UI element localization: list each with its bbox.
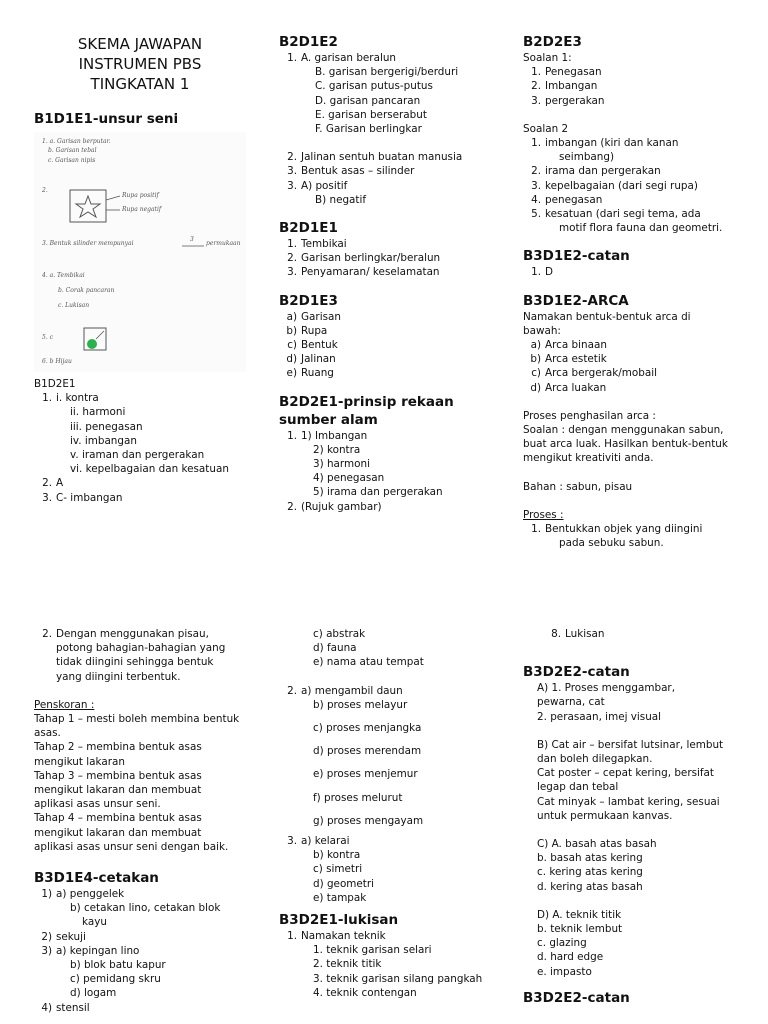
answer-line: 2. perasaan, imej visual: [537, 710, 662, 723]
scoring-heading: Penskoran :: [34, 698, 95, 711]
list-number: 3): [41, 944, 52, 957]
list-item: kepelbagaian (dari segi rupa): [545, 179, 698, 192]
section-heading: B3D1E4-cetakan: [34, 870, 159, 886]
hw-text: 2.: [42, 187, 48, 194]
process-heading: Proses :: [523, 508, 564, 521]
list-item: a) kelarai: [301, 835, 350, 848]
list-item: 2. teknik titik: [313, 958, 382, 971]
list-item: g) proses mengayam: [313, 814, 424, 827]
list-number: 2.: [287, 684, 297, 697]
section-heading: [279, 393, 504, 429]
title-line: SKEMA JAWAPAN: [77, 35, 203, 53]
answer-line: B) Cat air – bersifat lutsinar, lembut: [537, 738, 724, 751]
list-number: 2.: [42, 628, 52, 640]
section-heading: B2D1E2: [279, 34, 338, 50]
scoring-text: Tahap 4 – membina bentuk asas: [34, 812, 202, 825]
list-item: Bentuk asas – silinder: [301, 165, 415, 178]
list-item: b) proses melayur: [313, 698, 408, 711]
list-number: c): [287, 339, 297, 352]
answer-line: A) 1. Proses menggambar,: [537, 682, 676, 695]
list-item: b) kontra: [313, 849, 361, 862]
list-item: Ruang: [301, 367, 334, 380]
list-number: a): [530, 339, 541, 352]
list-number: 3.: [287, 179, 297, 192]
list-item: Imbangan: [545, 80, 598, 93]
hw-text: 5. c: [42, 334, 53, 341]
answer-line: d. kering atas basah: [537, 880, 643, 893]
list-item: ii. harmoni: [70, 406, 126, 419]
list-item: A. garisan beralun: [301, 52, 397, 64]
answer-line: c. glazing: [537, 937, 587, 950]
list-item: c) abstrak: [313, 628, 366, 640]
materials-line: Bahan : sabun, pisau: [523, 480, 633, 493]
section-heading: B3D1E2-catan: [523, 248, 630, 265]
list-number: 3.: [287, 266, 297, 279]
section-heading: B2D2E3: [523, 34, 582, 50]
list-item: Garisan: [301, 310, 341, 323]
hw-text: 3. Bentuk silinder mempunyai: [42, 240, 134, 247]
section-heading: B2D1E3: [279, 292, 338, 309]
answer-line: Cat minyak – lambat kering, sesuai: [537, 795, 720, 808]
list-item: A: [56, 477, 64, 490]
b3d1e4-section: [34, 869, 264, 1015]
list-item: yang diingini terbentuk.: [56, 670, 181, 683]
list-number: 1.: [287, 930, 297, 943]
title-line: TINGKATAN 1: [90, 75, 190, 93]
column-2-top: [279, 33, 504, 514]
section-heading: B2D1E1: [279, 220, 338, 237]
list-item: Arca binaan: [545, 339, 607, 352]
list-item: A) positif: [301, 179, 348, 192]
scoring-text: mengikut lakaran: [34, 755, 125, 768]
list-item: E. garisan berserabut: [315, 108, 427, 121]
list-item: motif flora fauna dan geometri.: [559, 222, 723, 235]
list-item: c) pemidang skru: [70, 973, 161, 986]
section-heading: B3D1E2-ARCA: [523, 292, 629, 309]
title-line: INSTRUMEN PBS: [78, 55, 202, 73]
list-item: Lukisan: [565, 628, 605, 640]
list-number: 1.: [531, 66, 541, 79]
heading-line: B2D2E1-prinsip rekaan: [279, 393, 454, 410]
answer-line: dan boleh dilegapkan.: [537, 753, 653, 766]
answer-line: pewarna, cat: [537, 696, 605, 709]
list-number: 3.: [287, 165, 297, 178]
list-number: 3.: [287, 835, 297, 848]
handwritten-answer-image: [34, 132, 246, 372]
answer-line: b. basah atas kering: [537, 852, 643, 865]
list-item: imbangan (kiri dan kanan: [545, 137, 679, 150]
list-item: Dengan menggunakan pisau,: [56, 628, 209, 640]
scoring-text: aplikasi asas unsur seni.: [34, 798, 161, 811]
list-item: b) blok batu kapur: [70, 959, 166, 972]
list-number: 5.: [531, 208, 541, 221]
arca-process-continued: [34, 627, 264, 854]
scoring-text: Tahap 1 – mesti boleh membina bentuk: [34, 713, 240, 726]
answer-line: c. kering atas kering: [537, 866, 643, 879]
paragraph-line: buat arca luak. Hasilkan bentuk-bentuk: [523, 438, 728, 451]
list-number: a): [286, 310, 297, 323]
hw-text: c. Lukisan: [58, 302, 90, 309]
answer-line: e. impasto: [537, 965, 592, 978]
paragraph-line: Proses penghasilan arca :: [523, 409, 656, 422]
list-number: 2.: [531, 165, 541, 178]
list-item: iv. imbangan: [70, 434, 137, 447]
list-number: 1.: [287, 52, 297, 64]
list-number: 4): [41, 1001, 52, 1014]
list-number: 2.: [531, 80, 541, 93]
list-item: F. Garisan berlingkar: [315, 123, 422, 136]
answer-line: b. teknik lembut: [537, 923, 623, 936]
list-number: 1): [41, 888, 52, 900]
list-number: 2): [41, 930, 52, 943]
answer-line: legap dan tebal: [537, 781, 619, 794]
list-item: 4) penegasan: [313, 472, 385, 485]
section-heading: B3D2E2-catan: [523, 664, 630, 681]
list-item: e) tampak: [313, 891, 367, 904]
list-item: Tembikai: [301, 238, 347, 251]
list-number: b): [286, 324, 297, 337]
scoring-text: aplikasi asas unsur seni dengan baik.: [34, 840, 229, 853]
answer-line: untuk permukaan kanvas.: [537, 809, 673, 822]
list-item: c) proses menjangka: [313, 722, 422, 735]
list-number: 2.: [287, 252, 297, 265]
list-number: c): [531, 367, 541, 380]
answer-line: d. hard edge: [537, 951, 604, 964]
list-item: 3. teknik garisan silang pangkah: [313, 972, 483, 985]
list-item: kesatuan (dari segi tema, ada: [545, 208, 701, 221]
hw-text: 3: [190, 236, 194, 243]
list-item: vi. kepelbagaian dan kesatuan: [70, 463, 229, 476]
list-item: B) negatif: [315, 193, 367, 206]
list-item: d) fauna: [313, 642, 357, 655]
list-item: i. kontra: [56, 392, 99, 405]
sub-heading: B1D2E1: [34, 378, 76, 390]
section-heading: B3D2E1-lukisan: [279, 912, 399, 929]
list-item: pada sebuku sabun.: [559, 537, 664, 550]
list-item: Arca bergerak/mobail: [545, 367, 657, 380]
list-number: 2.: [287, 151, 297, 164]
section-heading: B1D1E1-unsur seni: [34, 111, 179, 127]
scoring-text: asas.: [34, 727, 61, 740]
list-number: 3.: [42, 491, 52, 504]
question-text: Namakan bentuk-bentuk arca di: [523, 310, 691, 323]
list-number: 1.: [42, 392, 52, 405]
hw-text: c. Garisan nipis: [48, 157, 96, 164]
list-item: Arca estetik: [545, 353, 607, 366]
list-number: 2.: [287, 500, 297, 513]
answer-line: Cat poster – cepat kering, bersifat: [537, 767, 714, 780]
paragraph-line: Soalan : dengan menggunakan sabun,: [523, 424, 724, 437]
question-label: Soalan 1:: [523, 52, 572, 64]
list-item: Arca luakan: [545, 381, 607, 394]
list-item: 1) Imbangan: [301, 429, 368, 442]
list-item: Jalinan sentuh buatan manusia: [301, 151, 463, 164]
list-number: 3.: [531, 94, 541, 107]
list-item: d) proses merendam: [313, 745, 422, 758]
list-item: potong bahagian-bahagian yang: [56, 642, 226, 655]
list-number: 1.: [531, 137, 541, 150]
paragraph-line: mengikut kreativiti anda.: [523, 452, 654, 465]
list-item: a) penggelek: [56, 888, 125, 900]
list-item: Penyamaran/ keselamatan: [301, 266, 440, 279]
list-number: e): [286, 367, 297, 380]
b1d2e1-section: [34, 377, 264, 505]
question-text: bawah:: [523, 324, 561, 337]
list-item: D: [545, 266, 554, 279]
heading-line: sumber alam: [279, 411, 378, 428]
list-item: D. garisan pancaran: [315, 94, 421, 107]
list-item: c) simetri: [313, 863, 363, 876]
list-item: e) nama atau tempat: [313, 656, 424, 669]
column-2-bottom: [279, 627, 504, 1000]
list-number: 2.: [42, 477, 52, 490]
list-item: b) cetakan lino, cetakan blok: [70, 902, 221, 915]
list-item: Garisan berlingkar/beralun: [301, 252, 441, 265]
list-item: Namakan teknik: [301, 930, 386, 943]
list-item: pergerakan: [545, 94, 605, 107]
hw-text: Rupa negatif: [122, 206, 162, 213]
list-item: 2) kontra: [313, 443, 361, 456]
scoring-text: Tahap 2 – membina bentuk asas: [34, 741, 202, 754]
list-item: f) proses melurut: [313, 791, 403, 804]
column-1: [34, 110, 254, 128]
hw-text: b. Garisan tebal: [48, 147, 97, 154]
list-item: seimbang): [559, 151, 615, 164]
list-item: tidak diingini sehingga bentuk: [56, 656, 214, 669]
list-item: kayu: [82, 916, 107, 929]
list-item: 1. teknik garisan selari: [313, 944, 432, 957]
hw-text: 6. b Hijau: [42, 358, 72, 365]
list-number: 3.: [531, 179, 541, 192]
list-number: 1.: [531, 266, 541, 279]
list-item: v. iraman dan pergerakan: [70, 449, 205, 462]
list-item: d) logam: [70, 987, 117, 1000]
list-item: stensil: [56, 1001, 90, 1014]
answer-line: C) A. basah atas basah: [537, 838, 657, 851]
hw-text: b. Corak pancaran: [58, 287, 115, 294]
list-number: 8.: [551, 628, 561, 640]
question-label: Soalan 2: [523, 122, 569, 135]
list-item: d) geometri: [313, 877, 375, 890]
list-item: irama dan pergerakan: [545, 165, 661, 178]
list-number: 1.: [531, 523, 541, 536]
list-item: penegasan: [545, 193, 603, 206]
hw-text: 1. a. Garisan berputar.: [42, 138, 111, 145]
list-item: Penegasan: [545, 66, 602, 79]
list-item: 5) irama dan pergerakan: [313, 486, 443, 499]
list-item: C- imbangan: [56, 491, 123, 504]
list-number: b): [530, 353, 541, 366]
answer-line: D) A. teknik titik: [537, 908, 622, 921]
list-item: 4. teknik contengan: [313, 986, 417, 999]
column-3-bottom: [523, 627, 763, 1007]
list-number: d): [286, 353, 297, 366]
handwritten-sketch: [34, 132, 246, 372]
list-item: B. garisan bergerigi/berduri: [315, 66, 459, 79]
list-item: a) mengambil daun: [301, 684, 403, 697]
hw-text: 4. a. Tembikai: [42, 272, 85, 279]
hw-text: Rupa positif: [122, 192, 159, 199]
list-item: Bentukkan objek yang diingini: [545, 523, 703, 536]
scoring-text: Tahap 3 – membina bentuk asas: [34, 769, 202, 782]
list-item: (Rujuk gambar): [301, 500, 382, 513]
list-number: 4.: [531, 193, 541, 206]
list-item: Rupa: [301, 324, 328, 337]
list-item: Jalinan: [301, 353, 336, 366]
scoring-text: mengikut lakaran dan membuat: [34, 784, 202, 797]
list-number: 1.: [287, 238, 297, 251]
scoring-text: mengikut lakaran dan membuat: [34, 826, 202, 839]
list-item: C. garisan putus-putus: [315, 80, 433, 93]
hw-text: permukaan: [206, 240, 241, 247]
list-item: Bentuk: [301, 339, 338, 352]
list-number: 1.: [287, 429, 297, 442]
list-item: sekuji: [56, 930, 86, 943]
list-item: a) kepingan lino: [56, 944, 140, 957]
section-heading: B3D2E2-catan: [523, 989, 630, 1006]
list-item: iii. penegasan: [70, 420, 143, 433]
page-title: [34, 34, 246, 94]
list-number: d): [530, 381, 541, 394]
list-item: e) proses menjemur: [313, 768, 418, 781]
column-3-top: [523, 33, 758, 550]
list-item: 3) harmoni: [313, 458, 370, 471]
